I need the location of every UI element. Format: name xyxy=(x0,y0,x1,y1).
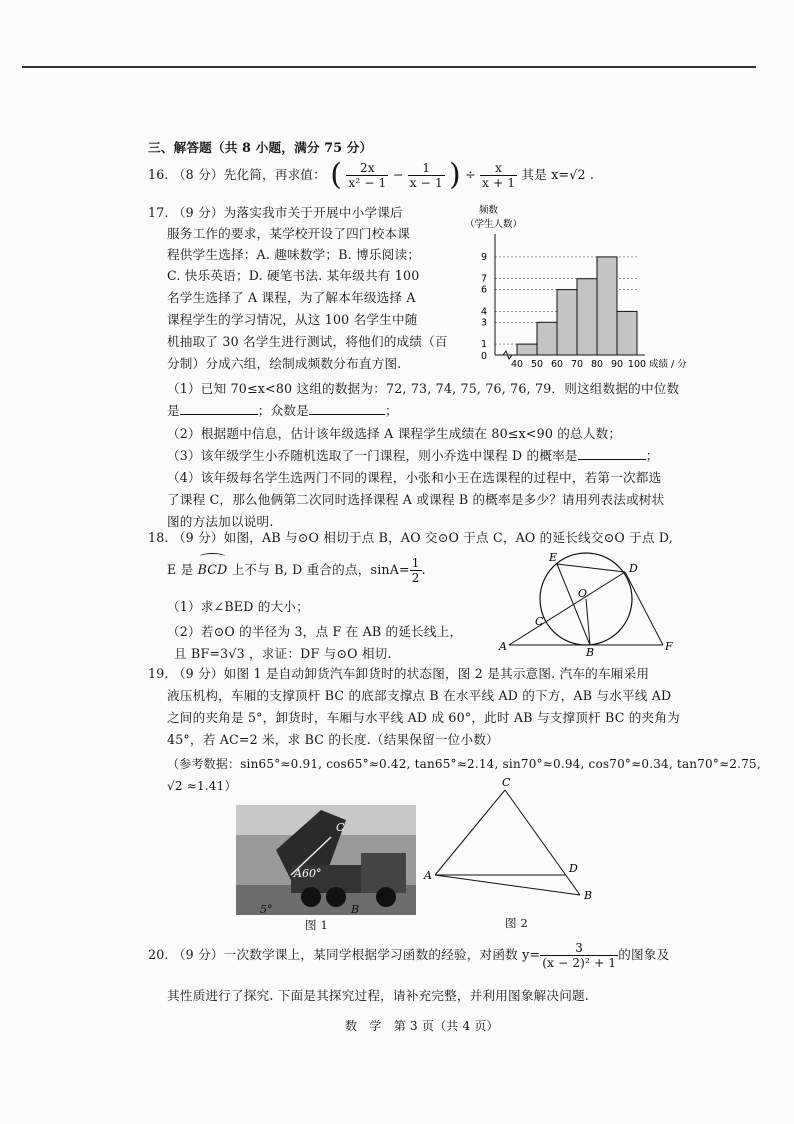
label-o: O xyxy=(578,587,588,600)
fig2-label-d: D xyxy=(569,862,578,875)
q17-sub3: （3）该年级学生小乔随机选取了一门课程，则小乔选中课程 D 的概率是 ； xyxy=(167,448,659,463)
line-eb xyxy=(557,564,590,645)
q16-rparen: ) xyxy=(449,157,461,193)
q19-line4: 45°，若 AC=2 米，求 BC 的长度.（结果保留一位小数） xyxy=(167,732,499,747)
q17-sub4c: 图的方法加以说明. xyxy=(167,514,274,529)
hist-bar xyxy=(517,344,537,355)
hist-ytick-label: 6 xyxy=(480,284,487,296)
q16-lead: 先化简，再求值： xyxy=(223,167,327,182)
hist-bar xyxy=(597,257,617,355)
q18-line2: E 是 BCD 上不与 B, D 重合的点，sinA= $\frac{1}{2}$ . xyxy=(167,556,426,585)
fig2-label-a: A xyxy=(424,869,432,882)
q16-tail: 其是 x=√2 . xyxy=(521,167,595,182)
hist-ytick-label: 7 xyxy=(480,273,487,285)
line-ob xyxy=(586,599,590,645)
q18-sub2a: （2）若⊙O 的半径为 3，点 F 在 AB 的延长线上， xyxy=(167,624,463,639)
photo-label-angle: A60° xyxy=(294,867,322,880)
q19-line1: 19. （9 分）如图 1 是自动卸货汽车卸货时的状态图，图 2 是其示意图. 汽车的车厢采用 xyxy=(148,666,650,681)
dump-truck-photo xyxy=(236,805,416,915)
q16-frac-1: $\frac{2x}{\text{x² − 1}}$ xyxy=(348,161,387,190)
hist-ylabel: 频数 xyxy=(479,205,499,216)
q17-line-1: 服务工作的要求，某学校开设了四门校本课 xyxy=(167,226,411,241)
q18-line1: 18. （9 分）如图，AB 与⊙O 相切于点 B，AO 交⊙O 于点 C，AO 的延长线交⊙O 于点 D, xyxy=(148,530,673,545)
page-footer: 数 学 第 3 页（共 4 页） xyxy=(345,1019,499,1033)
section-heading: 三、解答题（共 8 小题，满分 75 分） xyxy=(148,140,373,155)
hist-xlabel: 成绩 / 分 xyxy=(649,359,687,370)
hist-xtick-label: 50 xyxy=(530,359,544,370)
label-e: E xyxy=(549,551,558,564)
q17-sub4b: 了课程 C，那么他俩第二次同时选择课程 A 或课程 B 的概率是多少？请用列表法或树状 xyxy=(167,492,665,507)
q17-prob-blank[interactable] xyxy=(578,448,646,460)
truck-wheel xyxy=(326,887,346,907)
hist-bar xyxy=(617,311,637,355)
label-d: D xyxy=(629,562,638,575)
q16-frac-2: $\frac{1}{x - 1}$ xyxy=(409,161,443,190)
q18-arc-bcd: BCD xyxy=(198,557,228,583)
line-ad xyxy=(509,572,625,645)
hist-xtick-label: 90 xyxy=(610,359,624,370)
hist-xtick-label: 40 xyxy=(510,359,524,370)
hist-xtick-label: 60 xyxy=(550,359,564,370)
top-rule xyxy=(22,66,756,68)
q17-mode-blank[interactable] xyxy=(309,403,385,415)
q19-ref1: （参考数据：sin65°≈0.91, cos65°≈0.42, tan65°≈2.14, sin70°≈0.94, cos70°≈0.34, tan70°≈2.75, xyxy=(167,757,761,771)
line-ab xyxy=(435,875,580,895)
q17-line-3: C. 快乐英语；D. 硬笔书法. 某年级共有 100 xyxy=(167,268,420,283)
q17-sub1b: 是 ；众数是 ； xyxy=(167,403,398,418)
hist-ytick-label: 3 xyxy=(480,317,487,329)
q17-line-2: 程供学生选择：A. 趣味数学；B. 博乐阅读； xyxy=(167,247,421,262)
truck-wheel xyxy=(301,887,321,907)
q16-div: ÷ xyxy=(465,167,476,182)
q16-frac-3: $\frac{x}{x + 1}$ xyxy=(482,161,516,190)
q17-line-7: 分制）分成六组，绘制成频数分布直方图. xyxy=(167,356,402,371)
q16-minus: − xyxy=(392,167,404,182)
truck-wheel xyxy=(376,887,396,907)
q18-sub1: （1）求∠BED 的大小； xyxy=(167,599,309,614)
q18-sub2b: 且 BF=3√3 ，求证：DF 与⊙O 相切. xyxy=(174,646,392,661)
fig2-label-b: B xyxy=(584,889,593,902)
q17-median-blank[interactable] xyxy=(180,403,258,415)
q17-line-4: 名学生选择了 A 课程，为了解本年级选择 A xyxy=(167,290,416,305)
hist-ytick-label: 1 xyxy=(480,339,487,351)
label-b: B xyxy=(586,646,595,659)
q17-line-0: 17. （9 分）为落实我市关于开展中小学课后 xyxy=(148,205,403,220)
photo-label-b: B xyxy=(351,903,360,916)
q17-line-6: 机抽取了 30 名学生进行测试，将他们的成绩（百 xyxy=(167,334,448,349)
photo-label-five: 5° xyxy=(260,903,273,916)
q19-ref2: √2 ≈1.41） xyxy=(167,779,237,793)
q19-line3: 之间的夹角是 5°，卸货时，车厢与水平线 AD 成 60°，此时 AB 与支撑顶杆 BC 的夹角为 xyxy=(167,710,680,725)
q20-line1: 20. （9 分）一次数学课上，某同学根据学习函数的经验，对函数 y= $\frac{3}{\text{(x − 2)² + 1}}$ 的图象及 xyxy=(148,941,670,970)
hist-origin-label: 0 xyxy=(480,351,487,362)
q20-frac: $\frac{3}{\text{(x − 2)² + 1}}$ xyxy=(542,941,617,970)
q19-line2: 液压机构，车厢的支撑顶杆 BC 的底部支撑点 B 在水平线 AD 的下方，AB 与水平线 AD xyxy=(167,688,672,703)
hist-xtick-label: 80 xyxy=(590,359,604,370)
hist-bar xyxy=(537,322,557,355)
q17-sub1a: （1）已知 70≤x<80 这组的数据为：72, 73, 74, 75, 76, 76, 79．则这组数据的中位数 xyxy=(167,381,680,396)
q18-frac-half: $\frac{1}{2}$ xyxy=(411,556,420,585)
q16-num: 16. xyxy=(148,167,169,182)
question-16 xyxy=(148,157,595,193)
hist-xtick-label: 70 xyxy=(570,359,584,370)
q20-line2: 其性质进行了探究. 下面是其探究过程，请补充完整，并利用图象解决问题. xyxy=(167,988,590,1003)
label-a: A xyxy=(499,640,507,653)
hist-bar xyxy=(577,279,597,355)
hist-ytick-label: 9 xyxy=(480,251,487,263)
q16-lparen: ( xyxy=(330,157,343,193)
hist-ytick-label: 4 xyxy=(480,306,487,318)
caption-fig2: 图 2 xyxy=(505,916,529,930)
frequency-histogram xyxy=(465,198,687,370)
fig2-label-c: C xyxy=(502,776,511,789)
label-c: C xyxy=(535,615,544,628)
photo-label-c: C xyxy=(336,821,345,834)
truck-cab xyxy=(361,853,406,893)
caption-fig1: 图 1 xyxy=(305,918,329,932)
line-cb xyxy=(505,790,580,895)
label-f: F xyxy=(665,640,673,653)
hist-ylabel-sub: （学生人数） xyxy=(465,219,523,230)
line-ed xyxy=(557,564,625,572)
q16-points: （8 分） xyxy=(172,167,224,182)
line-ca xyxy=(435,790,505,875)
q17-sub4a: （4）该年级每名学生选两门不同的课程，小张和小王在选课程的过程中，若第一次都选 xyxy=(167,470,662,485)
hist-xtick-label: 100 xyxy=(627,359,647,370)
q18-circle-figure xyxy=(495,548,685,658)
q17-sub2: （2）根据题中信息，估计该年级选择 A 课程学生成绩在 80≤x<90 的总人数； xyxy=(167,426,622,441)
hist-bar xyxy=(557,290,577,355)
q17-line-5: 课程学生的学习情况，从这 100 名学生中随 xyxy=(167,312,418,327)
q19-triangle-figure xyxy=(420,775,600,900)
